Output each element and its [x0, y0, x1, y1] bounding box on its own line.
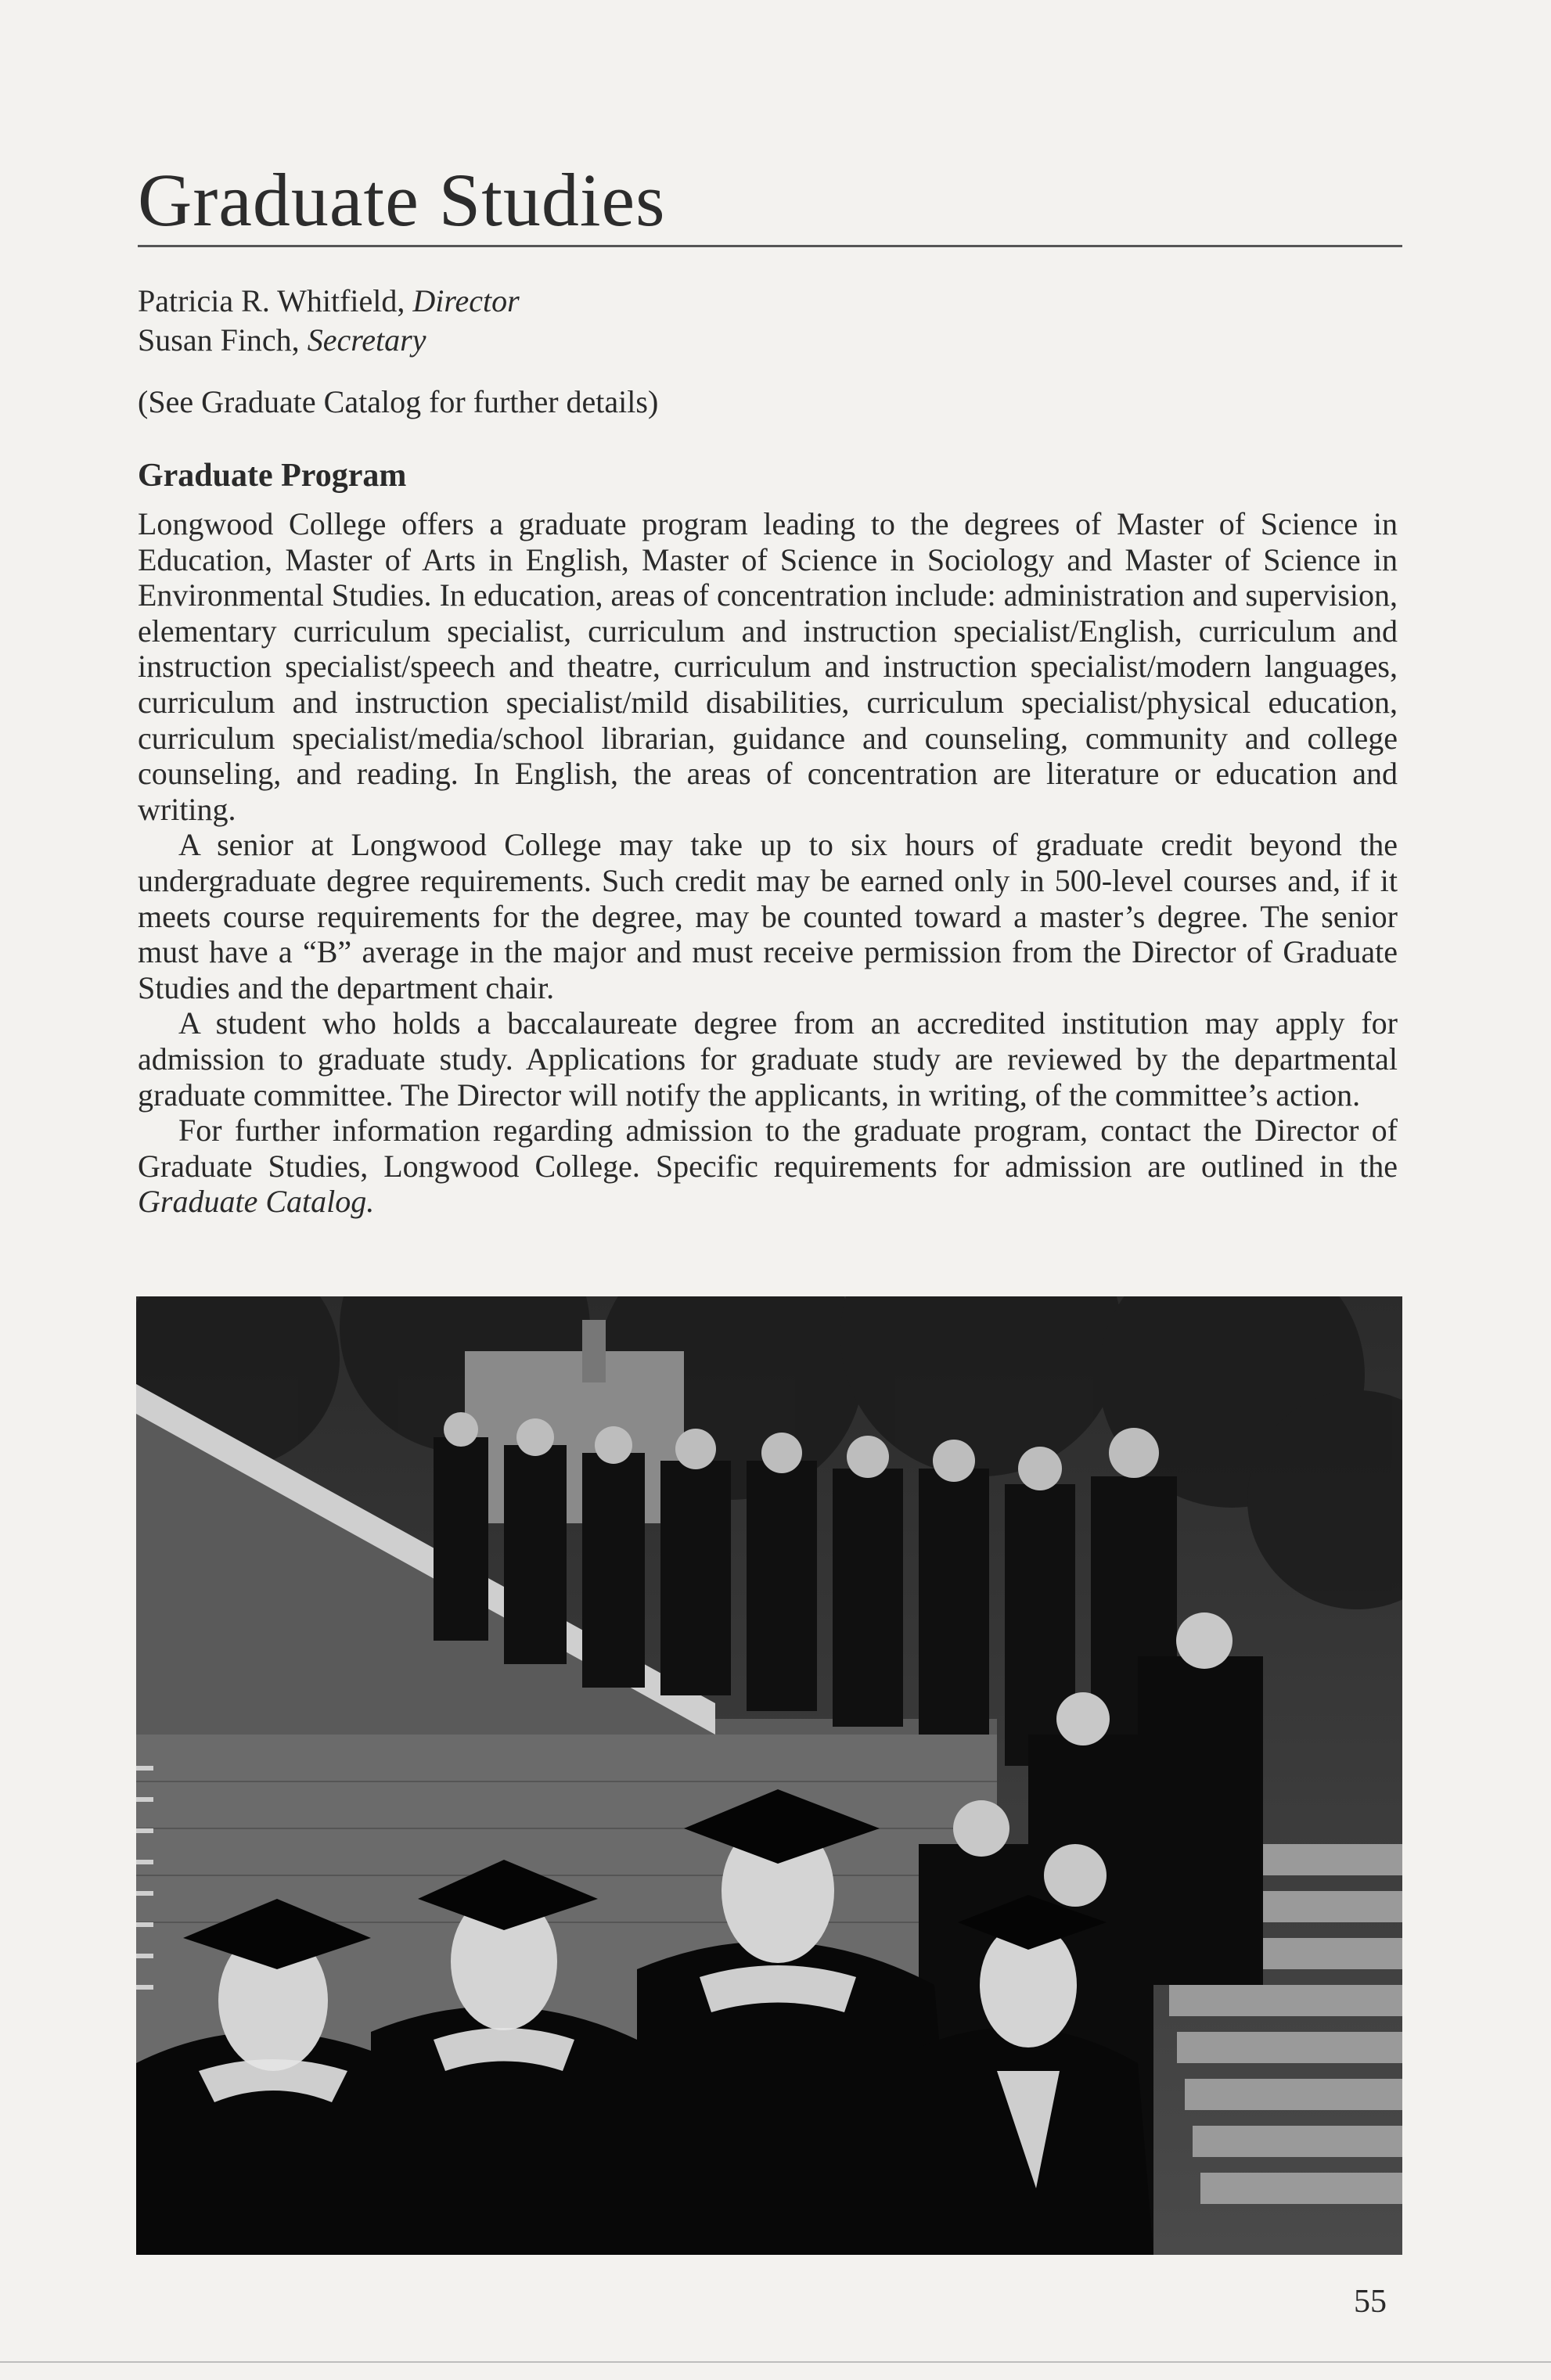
bottom-rule — [0, 2361, 1551, 2363]
graduation-photo — [136, 1296, 1402, 2255]
paragraph-text: For further information regarding admission to the graduate program, contact the Director of Graduate Studies, Longwood College. Specific requirements for admission are outlined in the — [138, 1113, 1398, 1184]
staff-name: Susan Finch, — [138, 322, 308, 358]
paragraph — [138, 1113, 1398, 1220]
body-text — [138, 506, 1398, 1220]
graduation-photo-illustration — [136, 1296, 1402, 2255]
catalog-title: Graduate Catalog. — [138, 1184, 375, 1220]
staff-director — [138, 282, 520, 321]
title-rule — [138, 245, 1402, 247]
section-heading: Graduate Program — [138, 458, 407, 494]
paragraph: A student who holds a baccalaureate degree from an accredited institution may apply for admission to graduate study. Applications for graduate study are reviewed by the departmental graduate committee. The Director will notify the applicants, in writing, of the committee’s action. — [138, 1005, 1398, 1113]
staff-role: Director — [412, 283, 520, 318]
staff-role: Secretary — [307, 322, 426, 358]
page-title: Graduate Studies — [138, 158, 666, 242]
paragraph: A senior at Longwood College may take up to six hours of graduate credit beyond the undergraduate degree requirements. Such credit may be earned only in 500-level courses and, if it meets course requirements for the degree, may be counted toward a master’s degree. The senior must have a “B” average in the major and must receive permission from the Director of Graduate Studies and the department chair. — [138, 827, 1398, 1005]
staff-secretary — [138, 321, 520, 360]
staff-list — [138, 282, 520, 360]
page-number: 55 — [1354, 2284, 1387, 2320]
paragraph: Longwood College offers a graduate program leading to the degrees of Master of Science in Education, Master of Arts in English, Master of Science in Sociology and Master of Science in Environmental Studies. In education, areas of concentration include: administration and supervision, elementary curriculum specialist, curriculum and instruction specialist/English, curriculum and instruction specialist/speech and theatre, curriculum and instruction specialist/modern languages, curriculum and instruction specialist/mild disabilities, curriculum specialist/physical education, curriculum specialist/media/school librarian, guidance and counseling, community and college counseling, and reading. In English, the areas of concentration are literature or education and writing. — [138, 506, 1398, 827]
catalog-note: (See Graduate Catalog for further details) — [138, 384, 659, 419]
staff-name: Patricia R. Whitfield, — [138, 283, 413, 318]
